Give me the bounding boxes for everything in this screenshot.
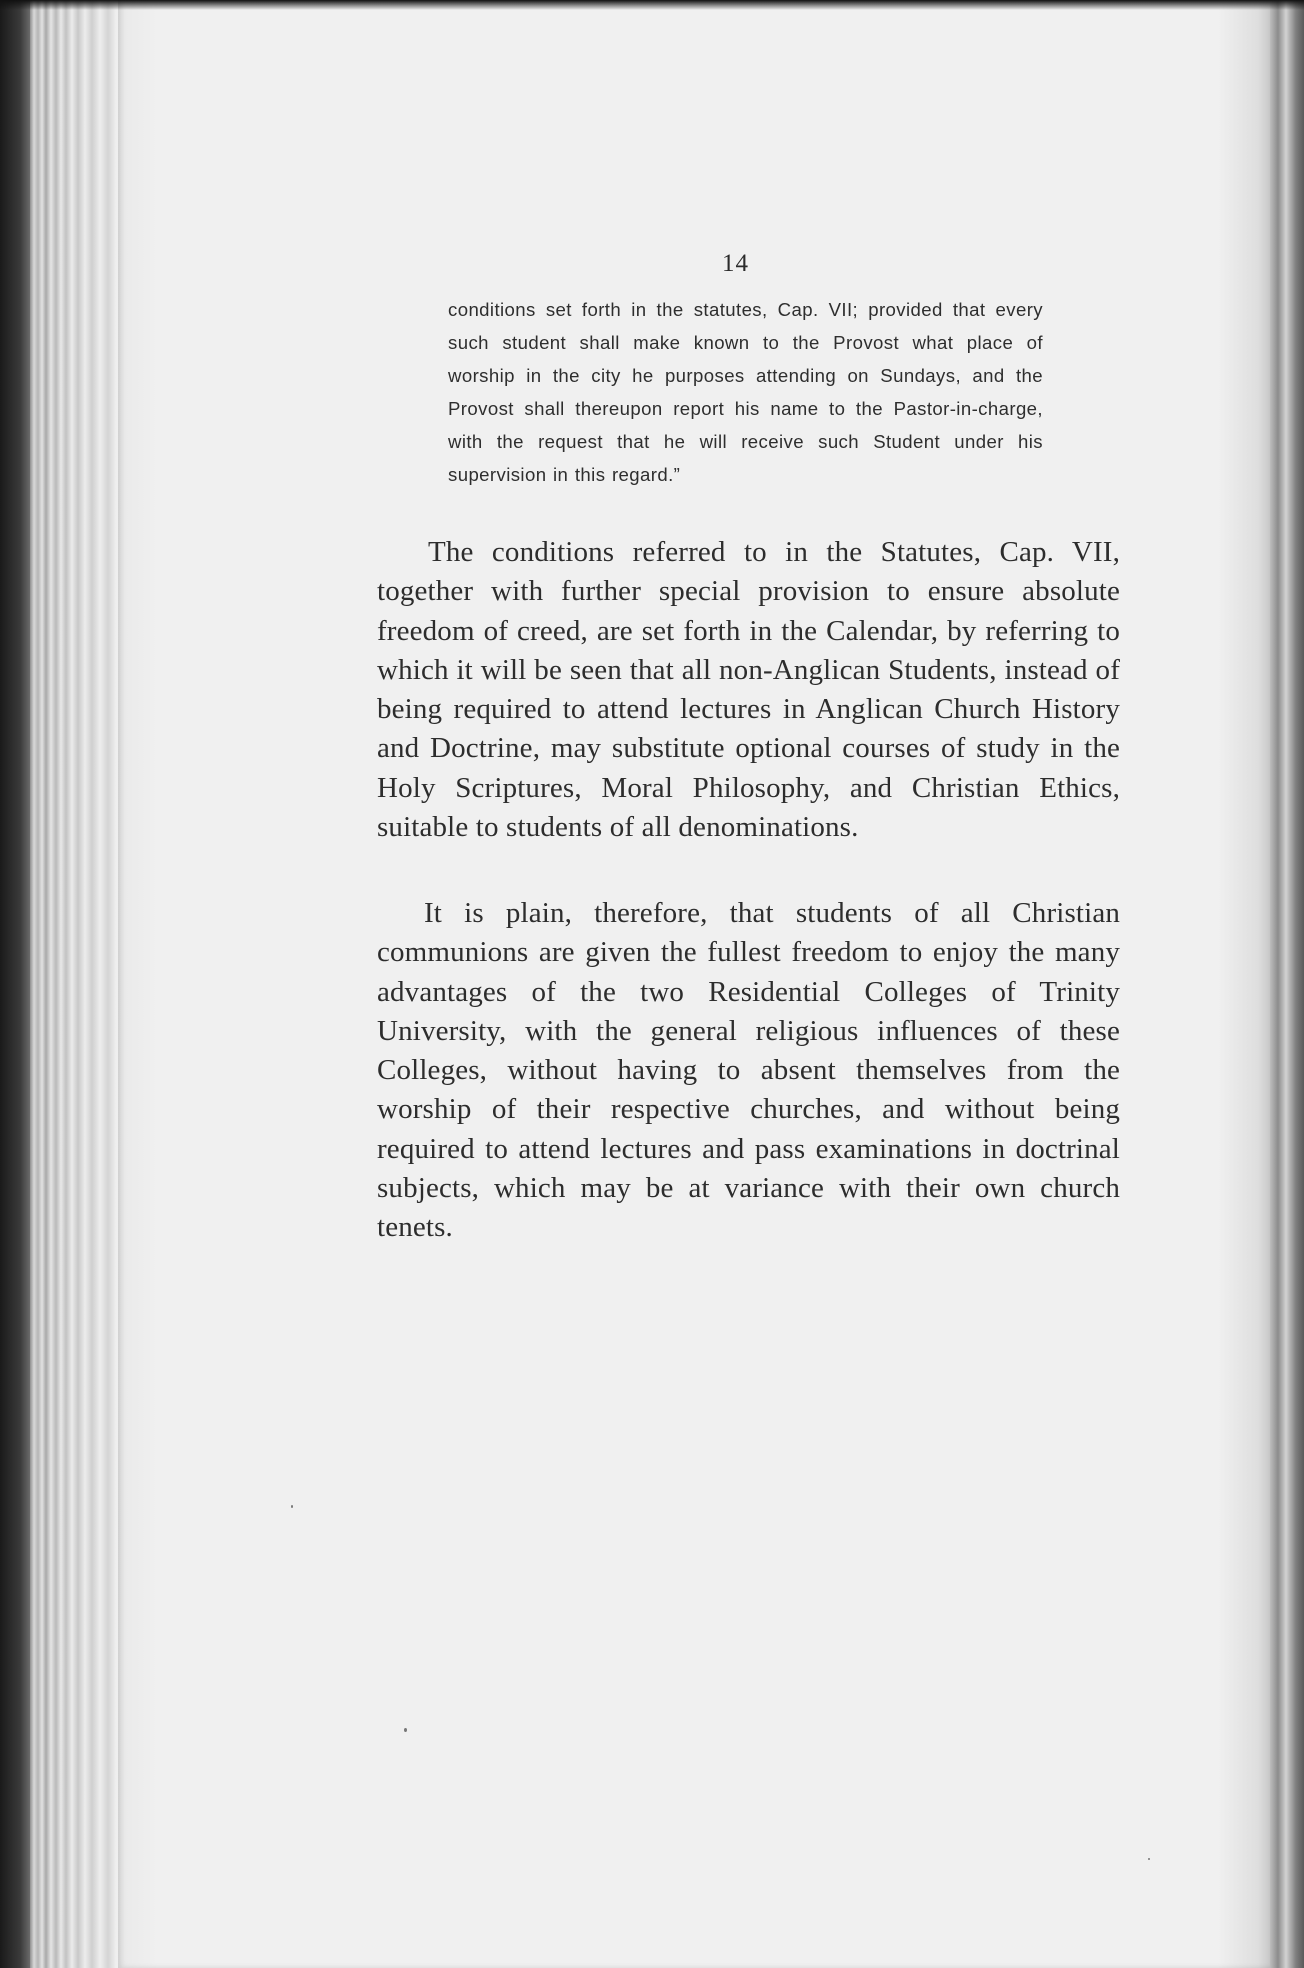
scan-top-shadow [0,0,1304,10]
body-paragraph: The conditions referred to in the Statutes, Cap. VII, together with further special provision to ensure absolute freedom of creed, are set forth in the Calendar, by referring to which it will be seen that all non-Anglican Students, instead of being required to attend lectures in Anglican Church History and Doctrine, may substitute optional courses of study in the Holy Scriptures, Moral Philosophy, and Christian Ethics, suitable to students of all denominations. [377,536,1120,844]
page-number: 14 [722,250,749,277]
page-edges-left [30,0,120,1968]
scan-left-shadow [0,0,30,1968]
page-edge-right [1270,0,1304,1968]
dust-speck [291,1505,293,1508]
dust-speck [404,1728,407,1732]
block-quote: conditions set forth in the statutes, Cap. VII; provided that every such student shall make known to the Provost what place of worship in the city he purposes attending on Sundays, and the Provost shall thereupon report his name to the Pastor-in-charge, with the request that he will receive such Student under his supervision in this regard.” [448,299,1043,485]
body-paragraph: It is plain, therefore, that students of all Christian communions are given the fullest freedom to enjoy the many advantages of the two Residential Colleges of Trinity University, with the general religious influences of these Colleges, without having to absent themselves from the worship of their respective churches, and without being required to attend lectures and pass examinations in doctrinal subjects, which may be at variance with their own church tenets. [377,897,1120,1244]
dust-speck [1148,1858,1150,1860]
